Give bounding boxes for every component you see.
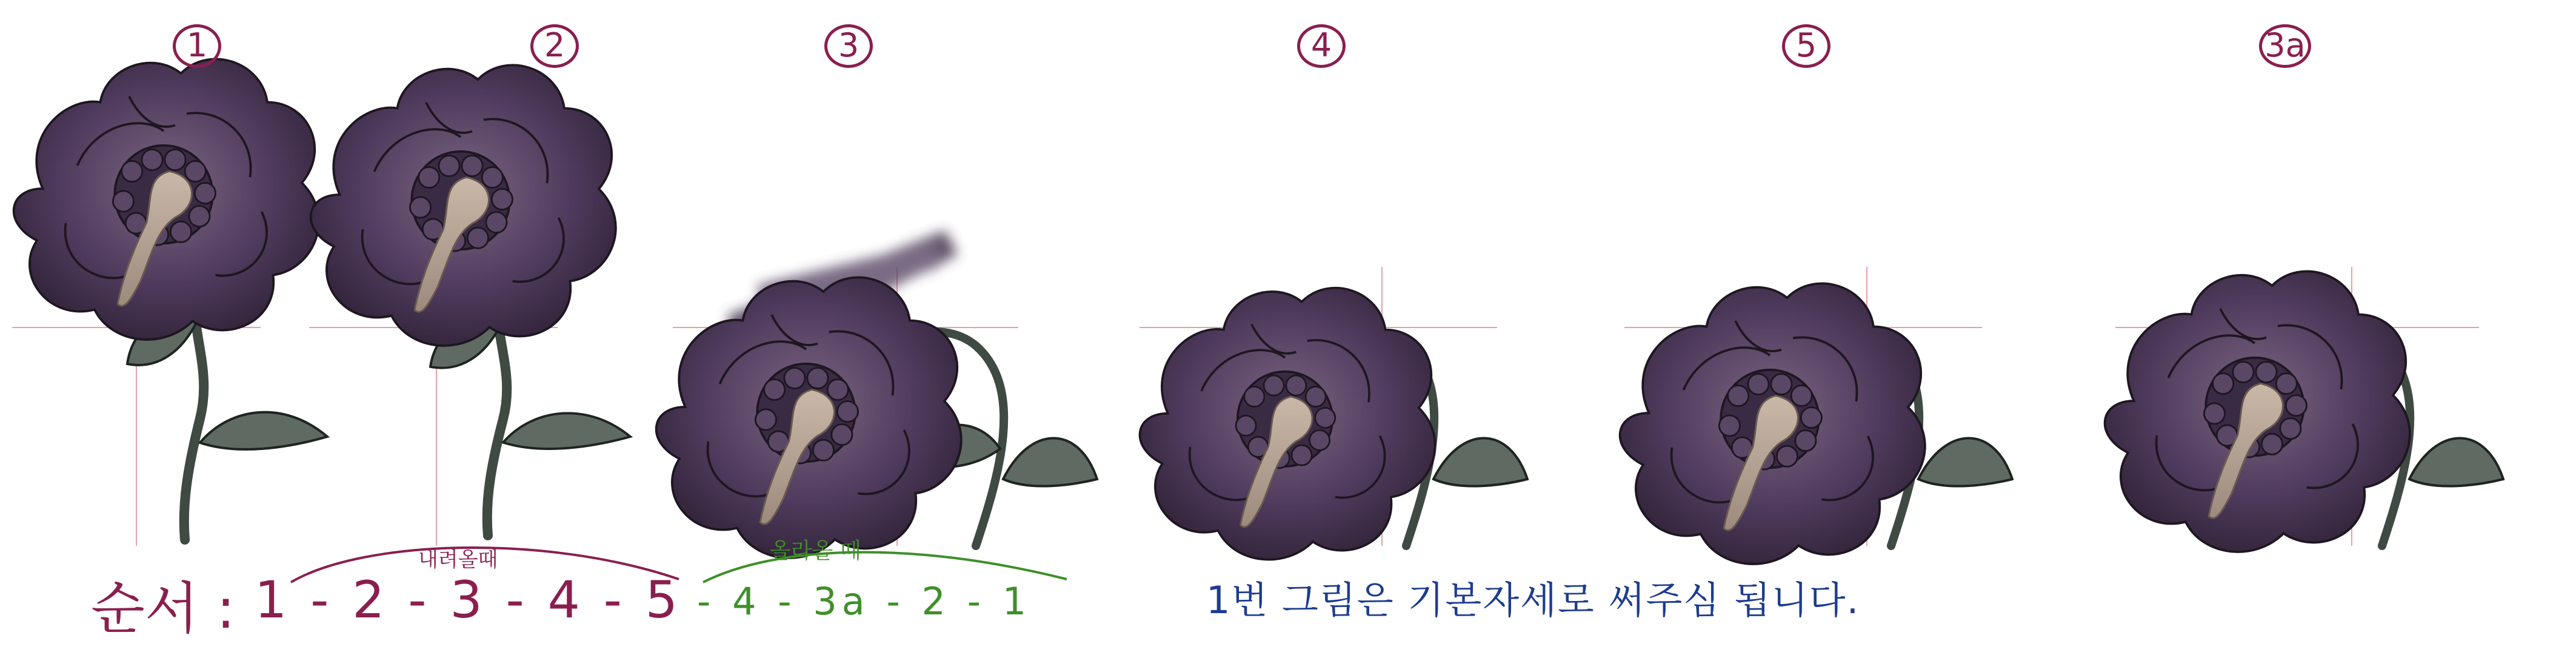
frame-label-4: 4 (1279, 24, 1364, 68)
frame-label-3a: 3a (2243, 24, 2327, 68)
frame-label-2: 2 (512, 24, 597, 68)
sequence-up-steps: - 4 - 3a - 2 - 1 (697, 579, 1032, 623)
frame-3-flower (656, 230, 1097, 558)
frame-label-5: 5 (1764, 24, 1849, 68)
frame-5-flower (1620, 283, 2012, 564)
base-pose-note: 1번 그림은 기본자세로 써주심 됩니다. (1206, 578, 1860, 622)
frame-1-flower (14, 59, 327, 540)
frame-label-3: 3 (806, 24, 891, 68)
frame-label-1: 1 (155, 24, 239, 68)
frame-3a-flower (2105, 271, 2503, 552)
sequence-prefix: 순서 : (91, 576, 235, 641)
sequence-up-caption: 올라올 때 (770, 539, 861, 563)
frame-2-flower (311, 65, 630, 536)
up-arc (703, 552, 1067, 582)
sequence-down-steps: 1 - 2 - 3 - 4 - 5 (255, 570, 682, 630)
frame-4-flower (1140, 288, 1527, 560)
sequence-down-caption: 내려올때 (418, 548, 498, 572)
